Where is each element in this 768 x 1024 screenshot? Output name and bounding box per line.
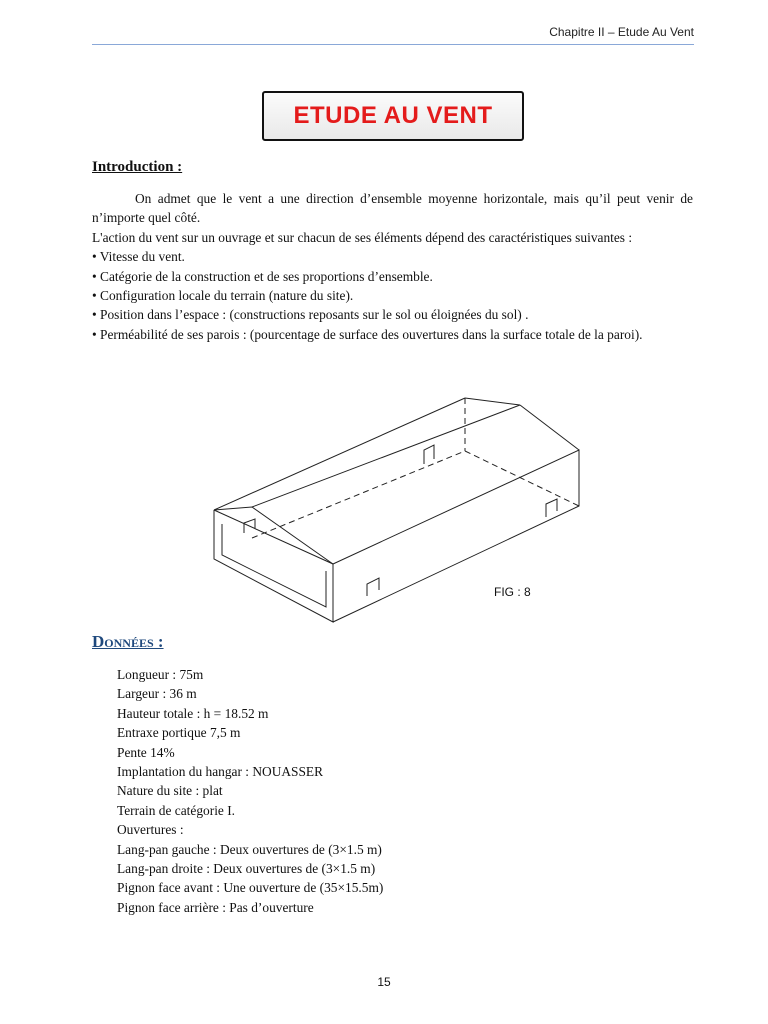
intro-bullet: • Configuration locale du terrain (nature du site).: [92, 288, 354, 304]
intro-body: [92, 189, 693, 344]
donnees-list: [117, 665, 383, 917]
list-item: Entraxe portique 7,5 m: [117, 725, 241, 741]
figure-caption: FIG : 8: [494, 585, 531, 599]
front-opening: [222, 524, 326, 607]
side-wall: [333, 450, 579, 622]
title-box: [262, 91, 524, 141]
list-item: Ouvertures :: [117, 822, 184, 838]
list-item: Implantation du hangar : NOUASSER: [117, 764, 324, 780]
roof-slope-back: [465, 398, 520, 405]
header-rule: [92, 44, 694, 45]
side-opening: [546, 499, 557, 517]
list-item: Pente 14%: [117, 744, 175, 760]
front-gable-outline: [214, 510, 333, 622]
roof-ridge: [252, 405, 520, 507]
list-item: Longueur : 75m: [117, 667, 204, 682]
intro-paragraph: L'action du vent sur un ouvrage et sur chacun de ses éléments dépend des caractéristiques suivantes :: [92, 229, 633, 245]
list-item: Hauteur totale : h = 18.52 m: [117, 705, 269, 721]
donnees-heading: Données :: [92, 632, 164, 651]
intro-bullet: • Perméabilité de ses parois : (pourcentage de surface des ouvertures dans la surface totale de la paroi).: [92, 326, 643, 342]
intro-bullet: • Position dans l’espace : (constructions reposants sur le sol ou éloignées du sol) .: [92, 307, 529, 323]
page-title: ETUDE AU VENT: [293, 102, 493, 129]
side-opening: [367, 578, 379, 596]
list-item: Lang-pan gauche : Deux ouvertures de (3×1.5 m): [117, 841, 382, 857]
running-header: Chapitre II – Etude Au Vent: [549, 25, 694, 39]
hidden-edge: [465, 451, 579, 506]
back-opening: [424, 445, 434, 464]
intro-bullet: • Vitesse du vent.: [92, 249, 185, 265]
intro-heading-text: Introduction :: [92, 159, 183, 175]
list-item: Largeur : 36 m: [117, 686, 197, 702]
roof-eave-front: [520, 405, 579, 450]
roof-eave-back: [214, 398, 465, 510]
list-item: Pignon face avant : Une ouverture de (35×15.5m): [117, 880, 384, 896]
list-item: Nature du site : plat: [117, 783, 223, 799]
hangar-figure: [212, 393, 592, 623]
intro-heading: [92, 159, 182, 176]
list-item: Lang-pan droite : Deux ouvertures de (3×1.5 m): [117, 861, 376, 877]
intro-paragraph: On admet que le vent a une direction d’ensemble moyenne horizontale, mais qu’il peut venir de n’importe quel côté.: [92, 191, 693, 226]
list-item: Terrain de catégorie I.: [117, 802, 236, 818]
list-item: Pignon face arrière : Pas d’ouverture: [117, 899, 314, 915]
intro-bullet: • Catégorie de la construction et de ses proportions d’ensemble.: [92, 268, 433, 284]
page-number: 15: [377, 975, 391, 989]
